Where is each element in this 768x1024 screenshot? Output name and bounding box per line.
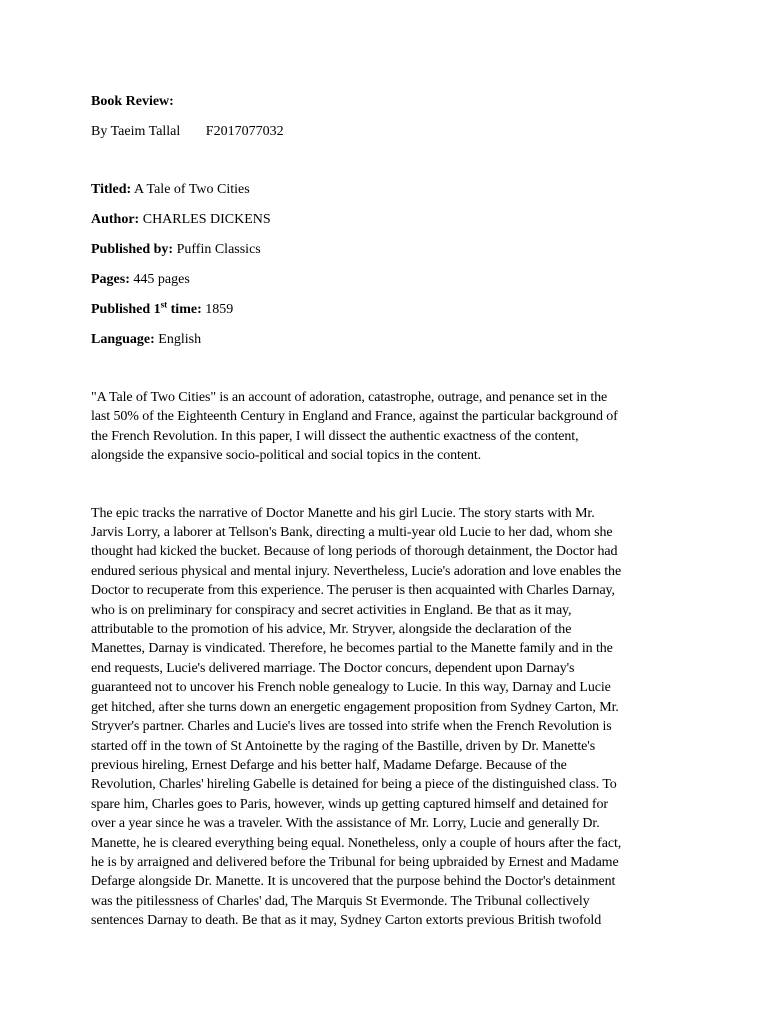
first-published-value: 1859 <box>205 302 234 317</box>
paragraph-line: Stryver's partner. Charles and Lucie's lives are tossed into strife when the French Revolution is <box>91 719 612 735</box>
publisher-row <box>91 240 677 260</box>
publisher-value: Puffin Classics <box>176 242 261 257</box>
author-label: Author: <box>91 212 140 227</box>
paragraph-line: Defarge alongside Dr. Manette. It is uncovered that the purpose behind the Doctor's detainment <box>91 874 616 890</box>
paragraph-line: last 50% of the Eighteenth Century in England and France, against the particular background of <box>91 409 618 425</box>
titled-value: A Tale of Two Cities <box>133 182 250 197</box>
paragraph-line: Manettes, Darnay is vindicated. Therefore, he becomes partial to the Manette family and in the <box>91 641 613 657</box>
paragraph-line: The epic tracks the narrative of Doctor Manette and his girl Lucie. The story starts with Mr. <box>91 505 595 521</box>
author-row <box>91 210 677 230</box>
intro-paragraph <box>91 388 677 466</box>
paragraph-line: sentences Darnay to death. Be that as it may, Sydney Carton extorts previous British twofold <box>91 913 602 929</box>
summary-paragraph <box>91 504 677 931</box>
first-published-label-post: time: <box>167 302 202 317</box>
language-row <box>91 330 677 350</box>
paragraph-line: endured serious physical and mental injury. Nevertheless, Lucie's adoration and love enables the <box>91 563 622 579</box>
first-published-row <box>91 300 677 320</box>
paragraph-line: started off in the town of St Antoinette by the raging of the Bastille, driven by Dr. Manette's <box>91 738 596 754</box>
pages-value: 445 pages <box>133 272 190 287</box>
paragraph-line: get hitched, after she turns down an energetic engagement proposition from Sydney Carton, Mr. <box>91 699 619 715</box>
paragraph-line: Doctor to recuperate from this experience. The peruser is then acquainted with Charles Darnay, <box>91 583 615 599</box>
publisher-label: Published by: <box>91 242 174 257</box>
author-value: CHARLES DICKENS <box>142 212 271 227</box>
pages-label: Pages: <box>91 272 130 287</box>
language-label: Language: <box>91 332 155 347</box>
book-details <box>91 180 677 350</box>
byline <box>91 122 677 142</box>
paragraph-line: end requests, Lucie's delivered marriage. The Doctor concurs, dependent upon Darnay's <box>91 660 575 676</box>
document-title: Book Review: <box>91 94 174 109</box>
first-published-label-pre: Published 1 <box>91 302 161 317</box>
first-published-label-sup: st <box>160 299 168 310</box>
student-id: F2017077032 <box>205 124 284 139</box>
paragraph-line: previous hireling, Ernest Defarge and his better half, Madame Defarge. Because of the <box>91 757 567 773</box>
paragraph-line: attributable to the promotion of his advice, Mr. Stryver, alongside the declaration of the <box>91 622 572 638</box>
paragraph-line: Revolution, Charles' hireling Gabelle is detained for being a piece of the distinguished class. To <box>91 777 617 793</box>
paragraph-line: thought had kicked the bucket. Because of long periods of thorough detainment, the Doctor had <box>91 544 618 560</box>
paragraph-line: who is on preliminary for conspiracy and secret activities in England. Be that as it may, <box>91 602 572 618</box>
paragraph-line: the French Revolution. In this paper, I will dissect the authentic exactness of the content, <box>91 428 579 444</box>
paragraph-line: Jarvis Lorry, a laborer at Tellson's Bank, directing a multi-year old Lucie to her dad, whom she <box>91 525 613 541</box>
language-value: English <box>158 332 202 347</box>
pages-row <box>91 270 677 290</box>
document-page <box>91 92 677 931</box>
titled-label: Titled: <box>91 182 132 197</box>
titled-row <box>91 180 677 200</box>
paragraph-line: alongside the expansive socio-political and social topics in the content. <box>91 448 482 464</box>
paragraph-line: "A Tale of Two Cities" is an account of adoration, catastrophe, outrage, and penance set in the <box>91 390 608 405</box>
first-published-label <box>91 299 202 317</box>
paragraph-line: over a year since he was a traveler. With the assistance of Mr. Lorry, Lucie and generally Dr. <box>91 816 600 832</box>
paragraph-line: guaranteed not to uncover his French noble genealogy to Lucie. In this way, Darnay and Lucie <box>91 680 611 696</box>
paragraph-line: he is by arraigned and delivered before the Tribunal for being upbraided by Ernest and Madame <box>91 854 619 870</box>
author-name: By Taeim Tallal <box>91 124 181 139</box>
paragraph-line: spare him, Charles goes to Paris, however, winds up getting captured himself and detained for <box>91 796 608 812</box>
paragraph-line: Manette, he is cleared everything being equal. Nonetheless, only a couple of hours after the fact, <box>91 835 622 851</box>
paragraph-line: was the pitilessness of Charles' dad, The Marquis St Evermonde. The Tribunal collectively <box>91 893 590 909</box>
